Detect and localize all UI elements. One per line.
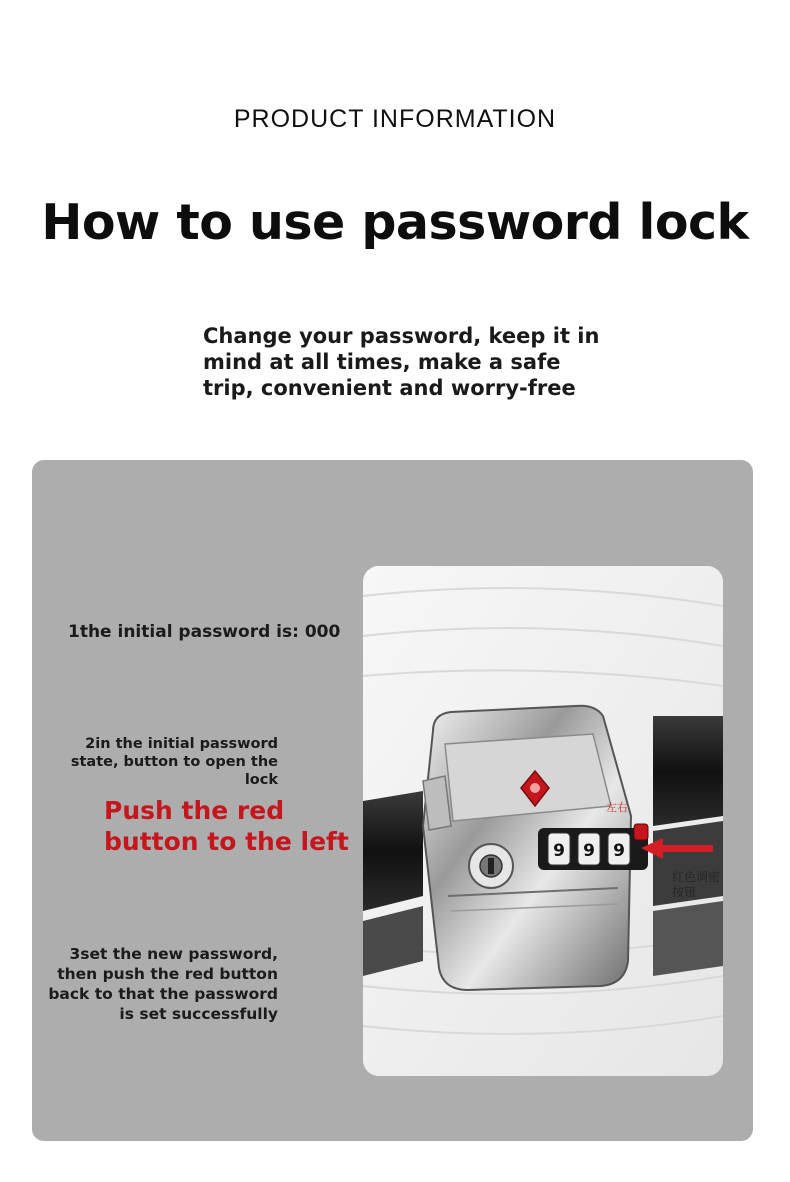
dial-digit: 9 bbox=[583, 841, 595, 861]
subtitle-line: Change your password, keep it in bbox=[203, 324, 600, 348]
subtitle-line: trip, convenient and worry-free bbox=[203, 376, 576, 400]
step-3-line: then push the red button bbox=[57, 965, 278, 983]
step-3-text bbox=[30, 944, 278, 1024]
push-line: Push the red bbox=[104, 796, 285, 825]
callout-line: 红色调密 bbox=[672, 870, 721, 884]
page-title: How to use password lock bbox=[41, 194, 749, 251]
lock-photo bbox=[363, 566, 723, 1076]
step-1-text: 1the initial password is: 000 bbox=[68, 622, 341, 642]
section-label: PRODUCT INFORMATION bbox=[233, 105, 557, 133]
push-line: button to the left bbox=[104, 827, 349, 856]
step-2-line: 2in the initial password bbox=[85, 736, 278, 752]
tsa-lock-illustration bbox=[363, 566, 723, 1076]
callout-line: 按钮 bbox=[672, 885, 697, 899]
push-red-button-instruction bbox=[104, 795, 349, 857]
subtitle-line: mind at all times, make a safe bbox=[203, 350, 561, 374]
step-2-line: state, button to open the bbox=[70, 754, 278, 770]
step-3-line: is set successfully bbox=[119, 1005, 278, 1023]
step-3-line: back to that the password bbox=[48, 985, 278, 1003]
page-subtitle bbox=[203, 323, 623, 401]
step-2-line: lock bbox=[244, 772, 278, 788]
lock-top-label: 左右 bbox=[606, 801, 628, 814]
dial-digit: 9 bbox=[613, 841, 625, 861]
step-2-text bbox=[50, 735, 278, 789]
dial-digit: 9 bbox=[553, 841, 565, 861]
step-3-line: 3set the new password, bbox=[69, 945, 278, 963]
